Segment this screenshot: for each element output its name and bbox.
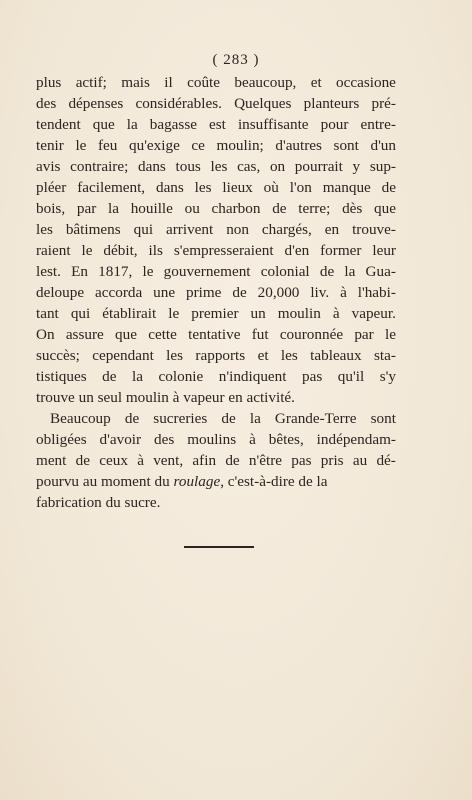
word: Gua-	[365, 263, 396, 280]
text-line	[36, 135, 396, 156]
word: tendent	[36, 116, 81, 133]
word: dans	[138, 158, 166, 175]
word: dans	[155, 179, 184, 196]
word: d'avoir	[99, 431, 142, 448]
word: manque	[322, 179, 371, 196]
word: feu	[98, 137, 118, 154]
word: bêtes,	[268, 431, 304, 448]
word: dès	[342, 200, 363, 217]
word: colonial	[260, 263, 310, 280]
word: bagasse	[149, 116, 197, 133]
word: arrivent	[166, 221, 214, 238]
word: de	[232, 284, 247, 301]
word: sont	[333, 137, 359, 154]
word: d'un	[370, 137, 396, 154]
word: obligées	[36, 431, 87, 448]
word: que	[115, 326, 137, 343]
word: actif;	[75, 74, 107, 91]
word: terre;	[298, 200, 331, 217]
word: la	[249, 410, 261, 427]
paragraph-2	[36, 408, 396, 513]
word: de	[225, 452, 240, 469]
word: que	[92, 116, 115, 133]
word: bâtimens	[65, 221, 121, 238]
word: indépendam-	[316, 431, 396, 448]
body-text	[36, 72, 396, 513]
text-line	[36, 177, 396, 198]
word: tenir	[36, 137, 64, 154]
word: les	[36, 221, 53, 238]
word: vapeur.	[351, 305, 396, 322]
word: Grande-Terre	[274, 410, 357, 427]
word: pléer	[36, 179, 67, 196]
word: la	[344, 263, 356, 280]
paragraph-1	[36, 72, 396, 408]
word: s'empresseraient	[173, 242, 274, 259]
word: ment	[36, 452, 67, 469]
word: raient	[36, 242, 71, 259]
text-line	[36, 450, 396, 471]
word: colonie	[158, 368, 204, 385]
word: n'indiquent	[218, 368, 287, 385]
word: cette	[148, 326, 177, 343]
word: le	[168, 305, 180, 322]
word: gouvernement	[163, 263, 251, 280]
word: pour	[320, 116, 349, 133]
word: liv.	[310, 284, 330, 301]
word: cependant	[92, 347, 154, 364]
word: des	[36, 95, 57, 112]
word: pas	[302, 368, 323, 385]
word: coûte	[187, 74, 220, 91]
text-line	[36, 261, 396, 282]
word: tentative	[188, 326, 241, 343]
word: tistiques	[36, 368, 87, 385]
text-line	[36, 198, 396, 219]
word: plus	[36, 74, 62, 91]
word: En	[71, 263, 88, 280]
text-line	[36, 408, 396, 429]
text-line	[36, 156, 396, 177]
word: il	[164, 74, 173, 91]
word: 1817,	[98, 263, 133, 280]
word: cas,	[237, 158, 261, 175]
word: considérables.	[135, 95, 222, 112]
word: facilement,	[77, 179, 146, 196]
word: beaucoup,	[234, 74, 297, 91]
word: houille	[130, 200, 173, 217]
word: et	[257, 347, 269, 364]
word: moulin;	[216, 137, 264, 154]
text-line	[36, 219, 396, 240]
word: de	[124, 410, 140, 427]
word: qu'exige	[129, 137, 180, 154]
word: former	[320, 242, 362, 259]
word: une	[153, 284, 176, 301]
word: contraire;	[70, 158, 129, 175]
word: entre-	[360, 116, 396, 133]
text-line: fabrication du sucre.	[36, 494, 161, 511]
word: sucreries	[153, 410, 208, 427]
word: de	[381, 179, 396, 196]
word: qui	[70, 305, 91, 322]
word: par	[354, 326, 374, 343]
word: insuffisante	[237, 116, 309, 133]
word: pourrait	[294, 158, 343, 175]
word: succès;	[36, 347, 80, 364]
word: de	[319, 263, 335, 280]
word: à	[340, 284, 347, 301]
word: On	[36, 326, 55, 343]
word: s'y	[379, 368, 396, 385]
word: lieux	[222, 179, 253, 196]
word: pré-	[371, 95, 396, 112]
word: la	[108, 200, 119, 217]
word: tant	[36, 305, 59, 322]
word: leur	[372, 242, 396, 259]
word: d'en	[284, 242, 310, 259]
word: ou	[184, 200, 200, 217]
word: sont	[370, 410, 396, 427]
word: pris	[320, 452, 344, 469]
word: ce	[191, 137, 205, 154]
word: pas	[291, 452, 312, 469]
line-tail: , c'est-à-dire de la	[220, 473, 328, 490]
text-line	[36, 366, 396, 387]
word: trouve-	[352, 221, 396, 238]
word: non	[226, 221, 249, 238]
word: de	[102, 368, 117, 385]
text-line	[36, 324, 396, 345]
word: à	[332, 305, 340, 322]
word: dépenses	[68, 95, 124, 112]
word: dé-	[376, 452, 396, 469]
word: afin	[192, 452, 217, 469]
word: l'habi-	[357, 284, 396, 301]
word: en	[324, 221, 340, 238]
word: le	[75, 137, 87, 154]
word: deloupe	[36, 284, 85, 301]
text-line	[36, 303, 396, 324]
word: à	[137, 452, 144, 469]
word: par	[76, 200, 97, 217]
word: est	[209, 116, 226, 133]
word: sup-	[369, 158, 396, 175]
word: de	[272, 200, 287, 217]
word: à	[249, 431, 256, 448]
word: de	[221, 410, 236, 427]
word: vent,	[153, 452, 184, 469]
word: qui	[133, 221, 154, 238]
word: les	[210, 158, 228, 175]
word: de	[75, 452, 90, 469]
word: le	[142, 263, 154, 280]
text-line	[36, 282, 396, 303]
word: planteurs	[303, 95, 360, 112]
text-line	[36, 345, 396, 366]
word: tableaux	[310, 347, 362, 364]
text-line	[36, 240, 396, 261]
word: débit,	[103, 242, 138, 259]
word: établirait	[102, 305, 157, 322]
word: charbon	[211, 200, 261, 217]
word: accorda	[95, 284, 143, 301]
word: couronnée	[279, 326, 344, 343]
word: les	[194, 179, 212, 196]
word: sta-	[374, 347, 396, 364]
word: que	[374, 200, 396, 217]
word: qu'il	[337, 368, 365, 385]
word: on	[269, 158, 286, 175]
word: mais	[121, 74, 150, 91]
word: bois,	[36, 200, 66, 217]
italic-word: roulage	[173, 473, 221, 490]
word: un	[250, 305, 266, 322]
word: la	[132, 368, 144, 385]
word: rapports	[195, 347, 246, 364]
word: lest.	[36, 263, 61, 280]
word: où	[263, 179, 279, 196]
word: chargés,	[261, 221, 312, 238]
word: n'être	[248, 452, 283, 469]
word: et	[310, 74, 322, 91]
word: au	[352, 452, 368, 469]
page-number: ( 283 )	[212, 52, 260, 68]
word: y	[352, 158, 361, 175]
word: la	[126, 116, 138, 133]
text-line	[36, 93, 396, 114]
word: 20,000	[257, 284, 300, 301]
word: Quelques	[234, 95, 292, 112]
word: Beaucoup	[50, 410, 111, 427]
word: moulins	[187, 431, 237, 448]
word: le	[81, 242, 93, 259]
word: prime	[186, 284, 222, 301]
word: tous	[175, 158, 201, 175]
word: moulin	[277, 305, 321, 322]
word: fut	[251, 326, 269, 343]
word: avis	[36, 158, 61, 175]
text-line: trouve un seul moulin à vapeur en activité.	[36, 389, 295, 406]
word: premier	[191, 305, 239, 322]
line-head: pourvu au moment du	[36, 473, 174, 490]
word: l'on	[289, 179, 312, 196]
word: les	[280, 347, 298, 364]
word: assure	[65, 326, 104, 343]
word: occasione	[336, 74, 396, 91]
section-divider	[184, 546, 254, 548]
text-line	[36, 429, 396, 450]
text-line	[36, 114, 396, 135]
text-line-with-italic	[36, 471, 396, 492]
text-line	[36, 72, 396, 93]
word: ceux	[99, 452, 128, 469]
word: des	[154, 431, 175, 448]
word: le	[384, 326, 396, 343]
word: ils	[148, 242, 163, 259]
word: les	[166, 347, 184, 364]
word: d'autres	[275, 137, 322, 154]
